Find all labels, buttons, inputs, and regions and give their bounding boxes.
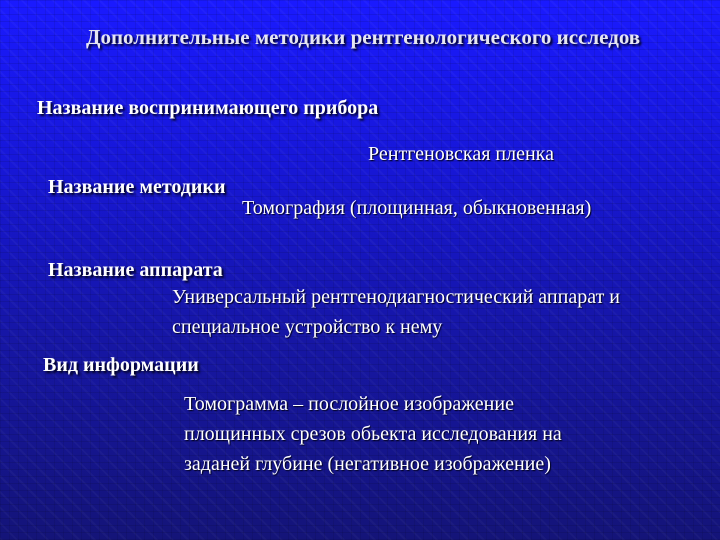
device-label: Название воспринимающего прибора [37, 97, 379, 119]
method-value [242, 193, 591, 223]
info-type-value [184, 389, 562, 479]
method-value-line: Томография (площинная, обыкновенная) [242, 197, 592, 219]
apparatus-label: Название аппарата [48, 259, 223, 281]
slide-title: Дополнительные методики рентгенологического исследов [86, 25, 641, 49]
method-label: Название методики [48, 176, 226, 198]
info-type-label: Вид информации [43, 354, 199, 376]
info-type-value-line-2: площинных срезов обьекта исследования на [184, 423, 562, 445]
info-type-value-line-1: Томограмма – послойное изображение [184, 393, 514, 415]
device-value [368, 139, 554, 169]
apparatus-value-line-1: Универсальный рентгенодиагностический аппарат и [172, 286, 621, 308]
apparatus-value [172, 282, 620, 342]
info-type-value-line-3: заданей глубине (негативное изображение) [184, 453, 551, 475]
device-value-line: Рентгеновская пленка [368, 143, 554, 165]
apparatus-value-line-2: специальное устройство к нему [172, 316, 443, 338]
